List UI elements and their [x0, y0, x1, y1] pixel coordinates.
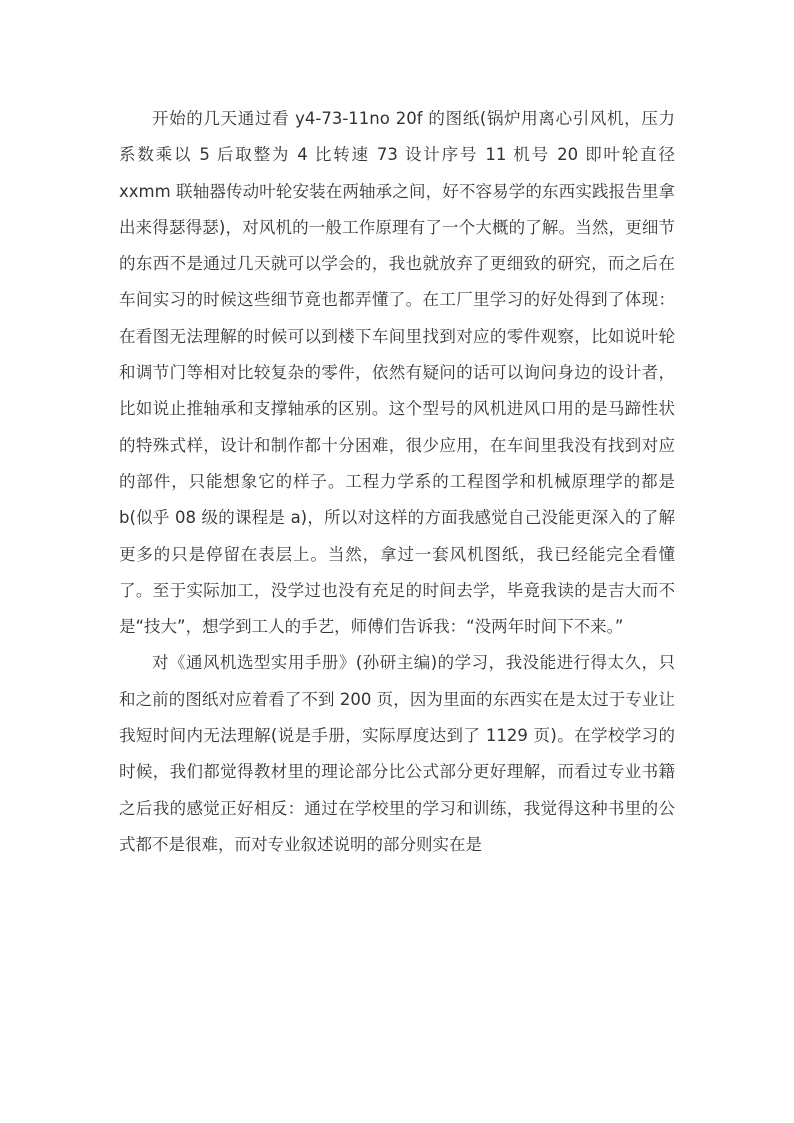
- paragraph-fan-selection-manual: 对《通风机选型实用手册》(孙研主编)的学习，我没能进行得太久，只和之前的图纸对应着看了不到 200 页，因为里面的东西实在是太过于专业让我短时间内无法理解(说是手册，实际厚度达到了 1129 页)。在学校学习的时候，我们都觉得教材里的理论部分比公式部分更好理解，而看过专业书籍之后我的感觉正好相反：通过在学校里的学习和训练，我觉得这种书里的公式都不是很难，而对专业叙述说明的部分则实在是: [119, 653, 675, 854]
- document-page: [119, 101, 675, 863]
- paragraph-fan-drawing-study: 开始的几天通过看 y4-73-11no 20f 的图纸(锅炉用离心引风机，压力系数乘以 5 后取整为 4 比转速 73 设计序号 11 机号 20 即叶轮直径 xxmm 联轴器传动叶轮安装在两轴承之间，好不容易学的东西实践报告里拿出来得瑟得瑟)，对风机的一般工作原理有了一个大概的了解。当然，更细节的东西不是通过几天就可以学会的，我也就放弃了更细致的研究，而之后在车间实习的时候这些细节竟也都弄懂了。在工厂里学习的好处得到了体现：在看图无法理解的时候可以到楼下车间里找到对应的零件观察，比如说叶轮和调节门等相对比较复杂的零件，依然有疑问的话可以询问身边的设计者，比如说止推轴承和支撑轴承的区别。这个型号的风机进风口用的是马蹄性状的特殊式样，设计和制作都十分困难，很少应用，在车间里我没有找到对应的部件，只能想象它的样子。工程力学系的工程图学和机械原理学的都是 b(似乎 08 级的课程是 a)，所以对这样的方面我感觉自己没能更深入的了解更多的只是停留在表层上。当然，拿过一套风机图纸，我已经能完全看懂了。至于实际加工，没学过也没有充足的时间去学，毕竟我读的是吉大而不是“技大”，想学到工人的手艺，师傅们告诉我：“没两年时间下不来。”: [119, 109, 675, 637]
